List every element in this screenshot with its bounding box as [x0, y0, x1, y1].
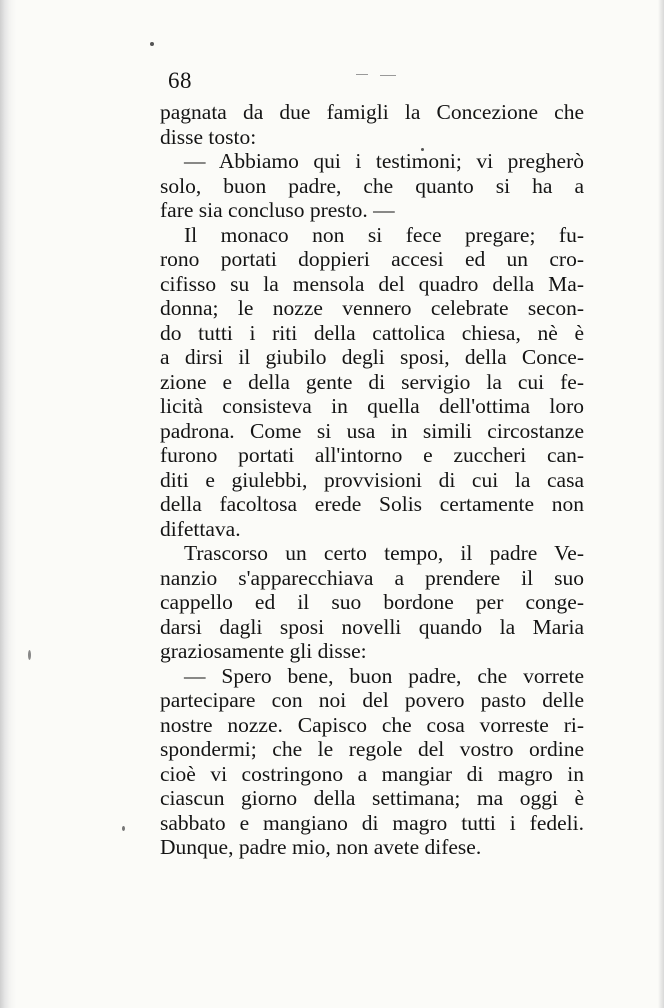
- text-line: — Abbiamo qui i testimoni; vi pregherò: [184, 149, 584, 173]
- text-line: sabbato e mangiano di magro tutti i fedeli.: [160, 810, 584, 835]
- page-right-edge: [658, 0, 664, 1008]
- text-line: pagnata da due famigli la Concezione che: [160, 100, 584, 124]
- text-line: nostre nozze. Capisco che cosa vorreste ri-: [160, 712, 584, 737]
- text-line: donna; le nozze vennero celebrate secon-: [160, 296, 584, 320]
- text-line: Dunque, padre mio, non avete difese.: [160, 835, 482, 859]
- text-line: della facoltosa erede Solis certamente non: [160, 492, 584, 516]
- text-line: diti e giulebbi, provvisioni di cui la casa: [160, 467, 584, 492]
- text-line: spondermi; che le regole del vostro ordine: [160, 737, 584, 761]
- text-line: Il monaco non si fece pregare; fu-: [184, 222, 584, 247]
- ink-speck: [150, 42, 154, 46]
- text-line: cifisso su la mensola del quadro della Ma-: [160, 271, 584, 296]
- text-line: ciascun giorno della settimana; ma oggi è: [160, 786, 584, 810]
- ink-speck: [380, 75, 396, 76]
- text-line: difettava.: [160, 516, 241, 541]
- text-line: licità consisteva in quella dell'ottima loro: [160, 394, 584, 418]
- ink-speck: [28, 650, 31, 660]
- text-line: disse tosto:: [160, 124, 257, 149]
- text-line: cioè vi costringono a mangiar di magro in: [160, 761, 584, 786]
- text-line: zione e della gente di servigio la cui fe-: [160, 369, 584, 394]
- body-text: [160, 100, 584, 860]
- text-line: — Spero bene, buon padre, che vorrete: [184, 663, 584, 688]
- text-line: do tutti i riti della cattolica chiesa, nè è: [160, 320, 584, 345]
- page-left-edge: [0, 0, 16, 1008]
- ink-speck: [356, 74, 368, 75]
- text-line: fare sia concluso presto. —: [160, 198, 395, 222]
- text-line: nanzio s'apparecchiava a prendere il suo: [160, 565, 584, 590]
- text-line: padrona. Come si usa in simili circostanze: [160, 418, 584, 443]
- text-line: graziosamente gli disse:: [160, 639, 367, 663]
- text-line: furono portati all'intorno e zuccheri can-: [160, 443, 584, 467]
- ink-speck: [122, 826, 125, 831]
- page-number: 68: [168, 68, 192, 93]
- text-line: a dirsi il giubilo degli sposi, della Conce-: [160, 345, 584, 369]
- text-line: partecipare con noi del povero pasto delle: [160, 688, 584, 712]
- text-line: cappello ed il suo bordone per conge-: [160, 590, 584, 614]
- text-line: rono portati doppieri accesi ed un cro-: [160, 247, 584, 271]
- text-line: solo, buon padre, che quanto si ha a: [160, 173, 584, 198]
- text-line: darsi dagli sposi novelli quando la Maria: [160, 614, 584, 639]
- text-line: Trascorso un certo tempo, il padre Ve-: [184, 541, 584, 565]
